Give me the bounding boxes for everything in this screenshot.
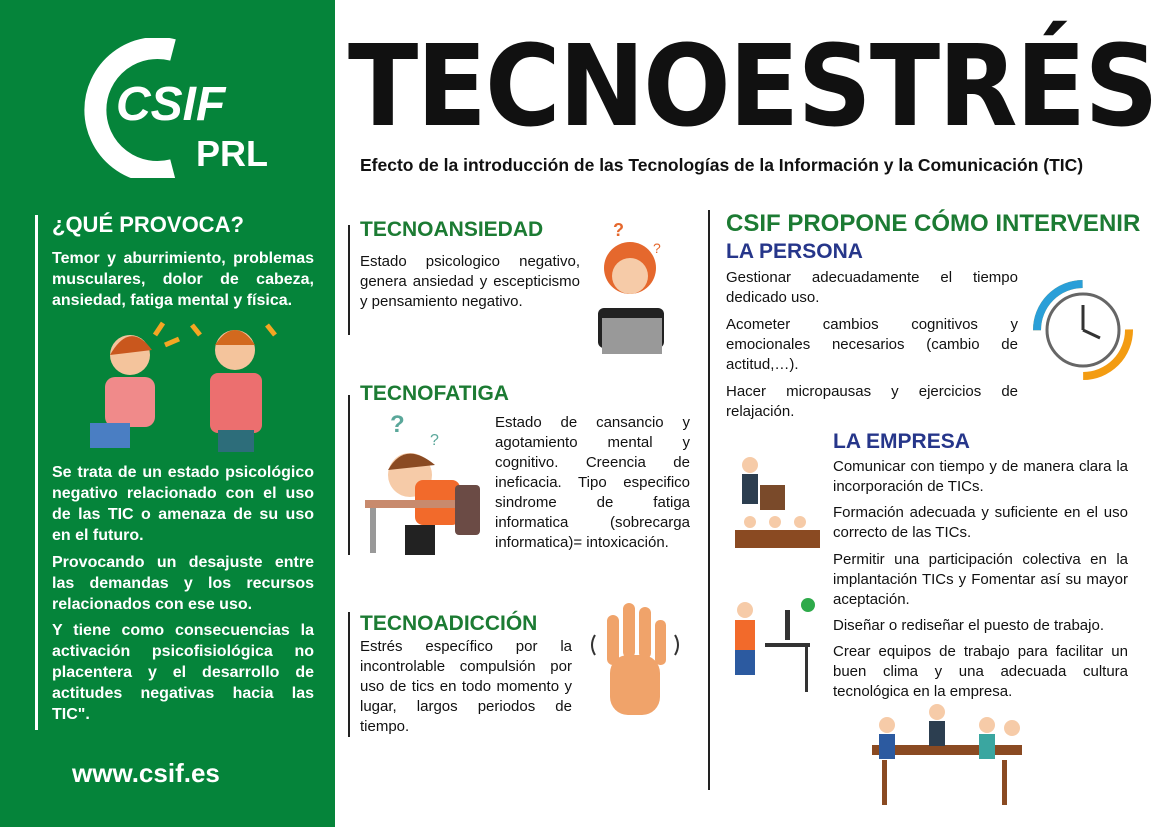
svg-text:PRL: PRL — [196, 133, 268, 174]
tecnoansiedad-heading: TECNOANSIEDAD — [360, 218, 544, 241]
svg-text:?: ? — [613, 220, 624, 240]
page-title: TECNOESTRÉS — [348, 22, 1157, 152]
svg-text:CSIF: CSIF — [116, 78, 226, 131]
divider — [348, 225, 350, 335]
svg-text:?: ? — [653, 240, 661, 256]
persona-item: Gestionar adecuadamente el tiempo dedicado uso. — [726, 269, 1018, 306]
empresa-item: Permitir una participación colectiva en la implantación TICs y Fomentar así su mayor aceptación. — [833, 551, 1128, 608]
intervention-heading: CSIF PROPONE CÓMO INTERVENIR — [726, 210, 1141, 237]
anxious-woman-illustration — [588, 218, 673, 358]
divider — [348, 395, 350, 555]
svg-text:?: ? — [390, 411, 405, 438]
persona-heading: LA PERSONA — [726, 240, 863, 263]
svg-text:?: ? — [430, 432, 439, 449]
tecnofatiga-text: Estado de cansancio y agotamiento mental y cognitivo. Creencia de ineficacia. Tipo especifico sindrome de fatiga informatica (sobrecarga informatica)= intoxicación. — [495, 414, 690, 551]
left-panel — [0, 0, 335, 827]
tecnoadiccion-text: Estrés específico por la incontrolable compulsión por uso de tics en todo momento y lugar, largos periodos de tiempo. — [360, 638, 572, 735]
empresa-item: Formación adecuada y suficiente en el uso correcto de las TICs. — [833, 504, 1128, 541]
clock-icon — [1032, 280, 1134, 380]
tecnoadiccion-heading: TECNOADICCIÓN — [360, 612, 538, 635]
divider — [348, 612, 350, 737]
divider — [35, 215, 38, 730]
divider — [708, 210, 710, 790]
consequences-text: Y tiene como consecuencias la activación psicofisiológica no placentera y el desarrollo de actitudes negativas hacia las TIC". — [52, 622, 314, 723]
definition-text: Se trata de un estado psicológico negativo relacionado con el uso de las TIC o amenaza de su uso en el futuro. — [52, 464, 314, 544]
persona-item: Hacer micropausas y ejercicios de relajación. — [726, 383, 1018, 420]
empresa-item: Diseñar o rediseñar el puesto de trabajo. — [833, 617, 1104, 634]
shaking-hand-illustration — [585, 595, 685, 730]
tired-man-illustration — [360, 410, 488, 560]
website-link[interactable]: www.csif.es — [72, 758, 220, 788]
persona-item: Acometer cambios cognitivos y emocionales necesarios (cambio de actitud,…). — [726, 316, 1018, 373]
mismatch-text: Provocando un desajuste entre las demandas y los recursos relacionados con ese uso. — [52, 554, 314, 613]
stressed-people-illustration — [80, 315, 290, 455]
empresa-heading: LA EMPRESA — [833, 430, 970, 453]
que-provoca-heading: ¿QUÉ PROVOCA? — [52, 212, 244, 237]
page-subtitle: Efecto de la introducción de las Tecnologías de la Información y la Comunicación (TIC) — [360, 155, 1084, 175]
tecnoansiedad-text: Estado psicologico negativo, genera ansiedad y escepticismo y pensamiento negativo. — [360, 253, 580, 310]
team-meeting-illustration — [862, 700, 1032, 810]
workstation-illustration — [730, 595, 820, 695]
tecnofatiga-heading: TECNOFATIGA — [360, 382, 509, 405]
presentation-illustration — [730, 450, 825, 550]
effects-text: Temor y aburrimiento, problemas musculares, dolor de cabeza, ansiedad, fatiga mental y física. — [52, 250, 314, 309]
empresa-item: Comunicar con tiempo y de manera clara la incorporación de TICs. — [833, 458, 1128, 495]
csif-prl-logo — [78, 38, 278, 178]
empresa-item: Crear equipos de trabajo para facilitar un buen clima y una adecuada cultura tecnológica en la empresa. — [833, 643, 1128, 700]
